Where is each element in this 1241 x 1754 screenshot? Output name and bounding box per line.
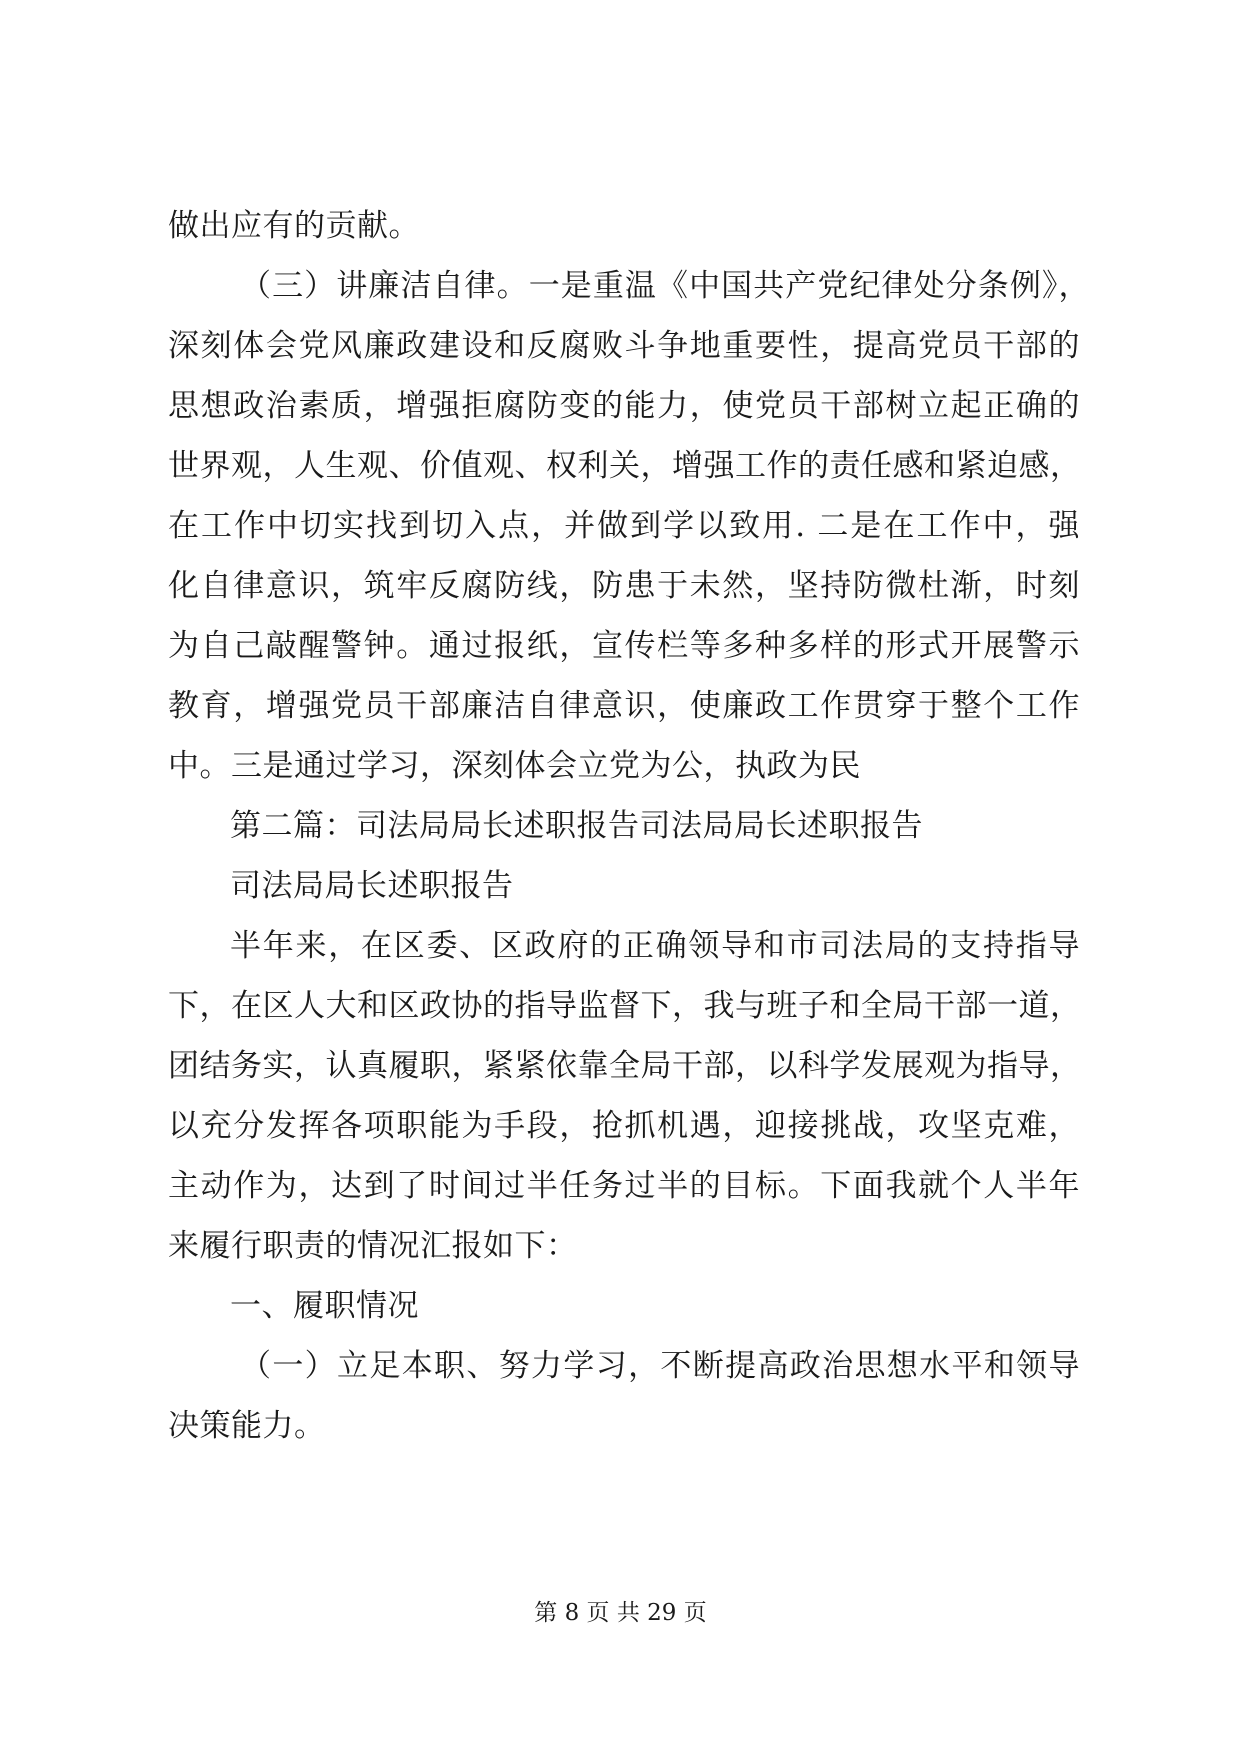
text-line: 下，在区人大和区政协的指导监督下，我与班子和全局干部一道， [168,988,1082,1024]
text-line: 主动作为，达到了时间过半任务过半的目标。下面我就个人半年 [168,1168,1080,1204]
text-line: 团结务实，认真履职，紧紧依靠全局干部，以科学发展观为指导， [168,1048,1082,1084]
text-line: （三）讲廉洁自律。一是重温《中国共产党纪律处分条例》， [240,268,1090,304]
text-line: 做出应有的贡献。 [168,208,420,244]
text-line: 深刻体会党风廉政建设和反腐败斗争地重要性，提高党员干部的 [168,328,1080,364]
text-line: 半年来，在区委、区政府的正确领导和市司法局的支持指导 [230,928,1080,964]
page-footer: 第 8 页 共 29 页 [534,1600,707,1626]
text-line: 中。三是通过学习，深刻体会立党为公，执政为民 [168,748,861,784]
text-line: （一）立足本职、努力学习，不断提高政治思想水平和领导 [240,1348,1080,1384]
subsection-heading: 一、履职情况 [230,1288,419,1324]
text-line: 在工作中切实找到切入点，并做到学以致用. 二是在工作中，强 [168,508,1080,544]
text-line: 教育，增强党员干部廉洁自律意识，使廉政工作贯穿于整个工作 [168,688,1080,724]
section-heading: 第二篇：司法局局长述职报告司法局局长述职报告 [230,808,923,844]
text-line: 决策能力。 [168,1408,326,1444]
text-line: 来履行职责的情况汇报如下： [168,1228,578,1264]
text-line: 思想政治素质，增强拒腐防变的能力，使党员干部树立起正确的 [168,388,1080,424]
text-line: 以充分发挥各项职能为手段，抢抓机遇，迎接挑战，攻坚克难， [168,1108,1080,1144]
text-line: 世界观，人生观、价值观、权利关，增强工作的责任感和紧迫感， [168,448,1082,484]
text-line: 为自己敲醒警钟。通过报纸，宣传栏等多种多样的形式开展警示 [168,628,1080,664]
report-title: 司法局局长述职报告 [230,868,514,904]
text-line: 化自律意识，筑牢反腐防线，防患于未然，坚持防微杜渐，时刻 [168,568,1080,604]
